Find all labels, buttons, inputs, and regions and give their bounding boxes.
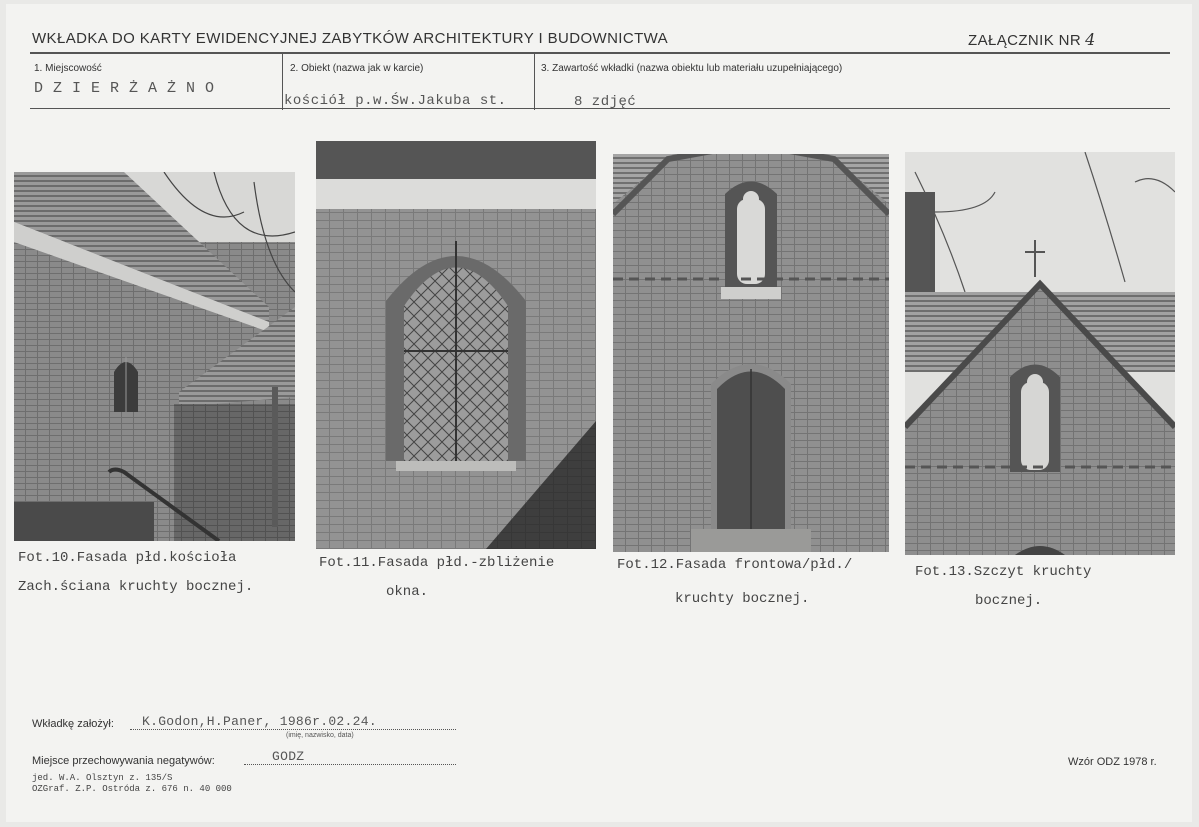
photo-12-caption-line2: kruchty bocznej. bbox=[675, 591, 810, 607]
photo-13 bbox=[905, 152, 1175, 555]
photo-10-caption-line1: Fot.10.Fasada płd.kościoła bbox=[18, 550, 237, 566]
photo-12-image bbox=[613, 154, 889, 552]
content-label: 3. Zawartość wkładki (nazwa obiektu lub materiału uzupełniającego) bbox=[541, 63, 843, 74]
form-template-label: Wzór ODZ 1978 r. bbox=[1068, 756, 1157, 768]
created-by-value: K.Godon,H.Paner, 1986r.02.24. bbox=[130, 714, 456, 730]
photo-12 bbox=[613, 154, 889, 552]
created-by-hint: (imię, nazwisko, data) bbox=[286, 732, 354, 739]
field-divider-2 bbox=[534, 54, 535, 110]
photo-13-image bbox=[905, 152, 1175, 555]
header-rule-top bbox=[30, 52, 1170, 54]
photo-10 bbox=[14, 172, 295, 541]
object-value: kościół p.w.Św.Jakuba st. bbox=[284, 93, 507, 109]
negatives-location-value: GODZ bbox=[244, 749, 456, 765]
photo-11 bbox=[316, 141, 596, 549]
print-info-line2: OZGraf. Z.P. Ostróda z. 676 n. 40 000 bbox=[32, 784, 232, 794]
photo-11-image bbox=[316, 141, 596, 549]
document-title: WKŁADKA DO KARTY EWIDENCYJNEJ ZABYTKÓW ARCHITEKTURY I BUDOWNICTWA bbox=[32, 30, 669, 47]
print-info-line1: jed. W.A. Olsztyn z. 135/S bbox=[32, 773, 173, 783]
object-label: 2. Obiekt (nazwa jak w karcie) bbox=[290, 63, 424, 74]
created-by-label: Wkładkę założył: bbox=[32, 718, 114, 730]
locality-label: 1. Miejscowość bbox=[34, 63, 102, 74]
locality-value: D Z I E R Ż A Ż N O bbox=[34, 80, 215, 97]
photo-11-caption-line2: okna. bbox=[386, 584, 429, 600]
photo-11-caption-line1: Fot.11.Fasada płd.-zbliżenie bbox=[319, 555, 555, 571]
attachment-label-text: ZAŁĄCZNIK NR bbox=[968, 32, 1082, 49]
photo-10-caption-line2: Zach.ściana kruchty bocznej. bbox=[18, 579, 254, 595]
photo-12-caption-line1: Fot.12.Fasada frontowa/płd./ bbox=[617, 557, 853, 573]
content-value: 8 zdjęć bbox=[574, 94, 637, 110]
attachment-label bbox=[968, 30, 1096, 49]
field-divider-1 bbox=[282, 54, 283, 110]
negatives-location-label: Miejsce przechowywania negatywów: bbox=[32, 755, 215, 767]
photo-13-caption-line1: Fot.13.Szczyt kruchty bbox=[915, 564, 1092, 580]
photo-13-caption-line2: bocznej. bbox=[975, 593, 1043, 609]
attachment-number: 4 bbox=[1085, 30, 1096, 49]
photo-10-image bbox=[14, 172, 295, 541]
